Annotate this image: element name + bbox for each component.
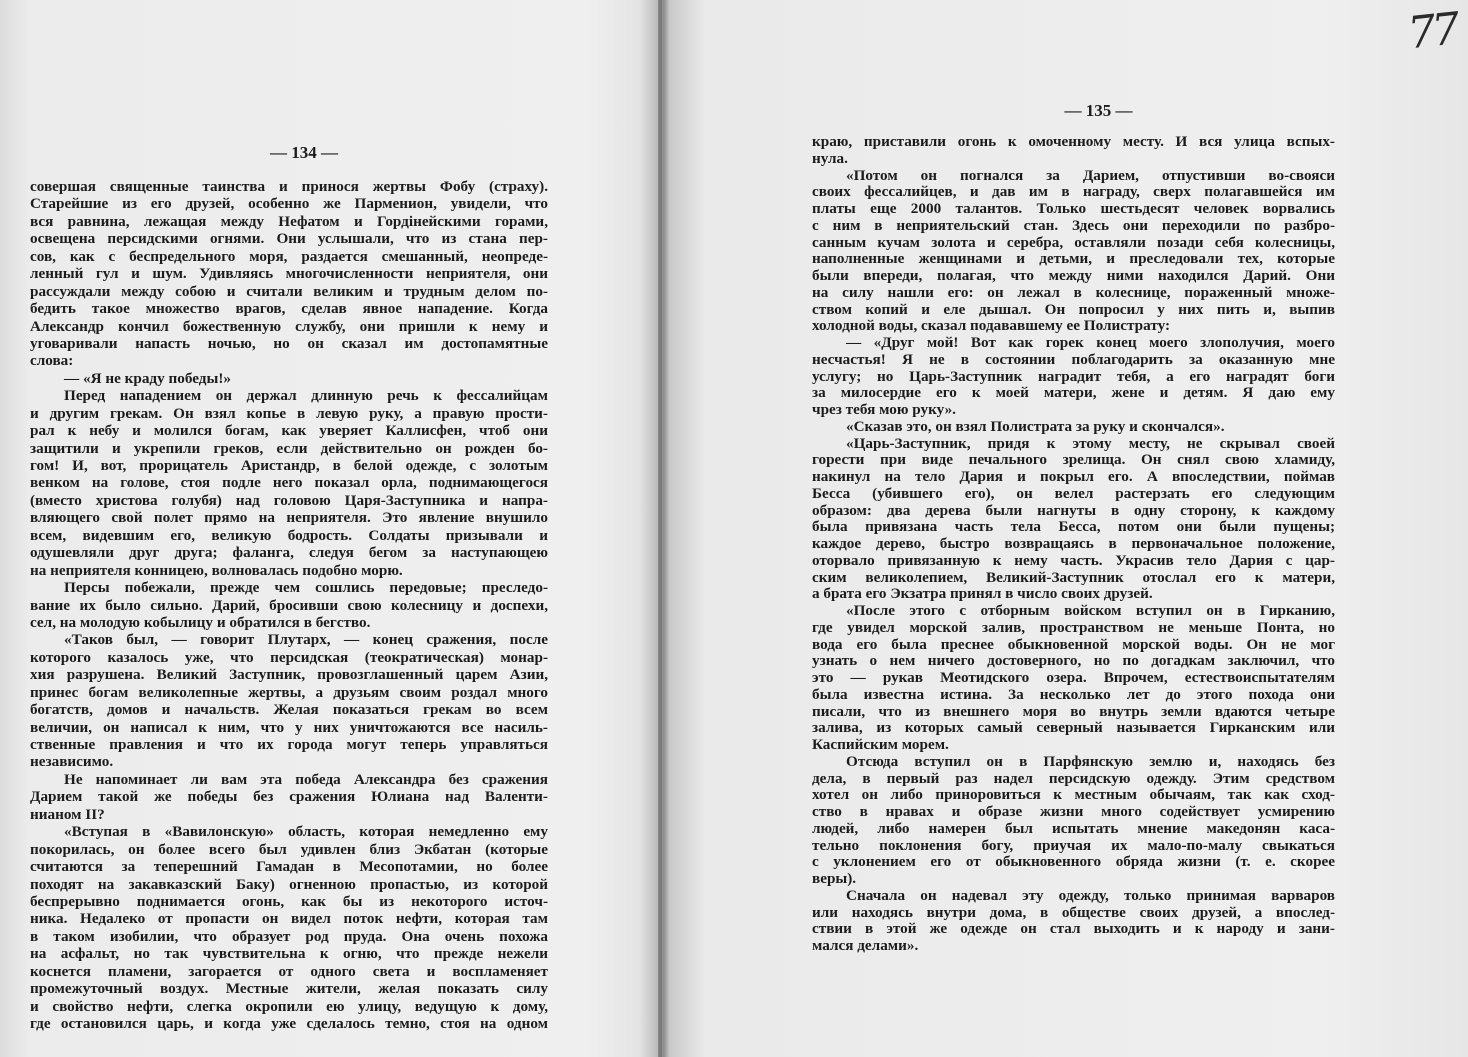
text-line: «Царь-Заступник, придя к этому месту, не скрывал своей — [846, 434, 1335, 452]
text-line: (вместо христова голубя) над головою Царя-Заступника и напра- — [30, 491, 548, 509]
text-line: была известна истина. За несколько лет до этого похода они — [812, 685, 1335, 703]
text-line: Александр кончил божественную службу, они пришли к нему и — [30, 317, 548, 335]
page-number: — 135 — — [1064, 101, 1133, 120]
handwritten-folio-number: 77 — [1405, 3, 1459, 60]
text-line: нианом II? — [30, 805, 105, 823]
text-line: или находясь внутри дома, в обществе своих друзей, а впослед- — [812, 903, 1335, 921]
text-line: уговаривали напасть ночью, но он сказал им достопамятные — [30, 334, 548, 352]
text-line: на асфальт, но так чувствительна к огню, что прежде нежели — [30, 945, 548, 963]
text-line: были впереди, полагая, что между ними находился Дарий. Они — [812, 267, 1335, 284]
text-line: освещена персидскими огнями. Они услышали, что из стана пер- — [30, 230, 548, 248]
text-line: мался делами». — [812, 937, 919, 954]
text-line: людей, либо намерен был испытать мнение македонян каса- — [812, 819, 1335, 837]
paragraph — [812, 419, 1335, 436]
text-line: услугу; но Царь-Заступник наградит тебя, а его наградят боги — [812, 367, 1335, 385]
text-line: краю, приставили огонь к омоченному месту. И вся улица вспых- — [812, 133, 1335, 150]
text-line: Персы побежали, прежде чем сошлись передовые; преследо- — [64, 579, 548, 597]
text-line: считаются за теперешний Гамадан в Месопотамии, но более — [30, 858, 548, 876]
paragraph — [30, 370, 548, 387]
text-line: на неприятеля конницею, волновалась подобно морю. — [30, 561, 403, 579]
text-line: независимо. — [30, 753, 114, 771]
paragraph — [812, 436, 1335, 604]
paragraph — [30, 631, 548, 771]
text-line: вляющего свой полет прямо на неприятеля. Это явление внушило — [30, 509, 548, 527]
text-line: за милосердие его к моей матери, жене и детям. Я даю ему — [812, 384, 1335, 402]
text-line: Бесса (убившего его), он велел растерзать его следующим — [812, 484, 1335, 502]
text-line: узнать о нем ничего достоверного, но по догадкам заключил, что — [812, 652, 1335, 670]
text-line: «После этого с отборным войском вступил он в Гирканию, — [846, 602, 1335, 619]
text-line: рал к небу и молился богам, как уверяет Каллисфен, чтоб они — [30, 422, 548, 440]
text-line: которого казалось уже, что персидская (теократическая) монар- — [30, 648, 548, 666]
text-line: оторвало привязанную к нему часть. Украсив тело Дария с цар- — [812, 551, 1335, 569]
text-line: нула. — [812, 149, 848, 167]
text-line: «Потом он погнался за Дарием, отпустивши во-свояси — [846, 166, 1335, 184]
text-line: защитили и укрепили греков, если действительно он рожден бо- — [30, 439, 548, 457]
text-line: рассуждали между собою и считали великим и трудным делом по- — [30, 282, 548, 300]
text-line: хия разрушена. Великий Заступник, провозглашенный царем Азии, — [30, 666, 548, 684]
paragraph — [812, 603, 1335, 754]
text-line: ским великолепием, Великий-Заступник отослал его к матери, — [812, 568, 1335, 586]
text-line: сов, как с беспредельного моря, раздается смешанный, неопреде- — [30, 247, 548, 265]
text-line: бедить такое множество врагов, сделав явное нападение. Когда — [30, 300, 548, 318]
text-line: санным кучам золота и серебра, оставляли позади себя колесницы, — [812, 233, 1335, 251]
text-line: чрез тебя мою руку». — [812, 401, 956, 418]
text-line: ника. Недалеко от пропасти он видел поток нефти, которая там — [30, 910, 548, 928]
text-line: сел, на молодую кобылицу и обратился в бегство. — [30, 613, 371, 631]
paragraph — [30, 178, 548, 370]
text-line: Отсюда вступил он в Парфянскую землю и, находясь без — [846, 752, 1335, 770]
paragraph — [30, 387, 548, 579]
text-line: дела, в первый раз надел персидскую одежду. Этим средством — [812, 769, 1335, 787]
paragraph — [812, 335, 1335, 419]
text-line: «Вступая в «Вавилонскую» область, которая немедленно ему — [64, 823, 548, 841]
page-body — [30, 178, 548, 1032]
text-line: «Сказав это, он взял Полистрата за руку и скончался». — [846, 417, 1225, 435]
text-line: — «Я не краду победы!» — [64, 369, 231, 387]
text-line: наполненные женщинами и детьми, и преследовали тех, которые — [812, 250, 1335, 268]
text-line: покорилась, он более всего был удивлен близ Экбатан (которые — [30, 840, 548, 858]
text-line: вся равнина, лежащая между Нефатом и Гордінейскими горами, — [30, 212, 548, 230]
text-line: накинул на тело Дария и покрыл его. А впоследствии, поймав — [812, 468, 1335, 485]
text-line: была привязана часть тела Бесса, потом они были пущены; — [812, 518, 1335, 536]
text-line: на силу нашли его: он лежал в колеснице, пораженный множе- — [812, 283, 1335, 301]
text-line: Старейшие из его друзей, особенно же Парменион, увидели, что — [30, 195, 548, 213]
text-line: вода его была преснее обыкновенной морской воды. Он не мог — [812, 635, 1335, 653]
text-line: это — рукав Меотидского озера. Впрочем, естествоиспытателям — [812, 669, 1335, 686]
text-line: Не напоминает ли вам эта победа Александра без сражения — [64, 770, 548, 788]
text-line: горести при виде печального зрелища. Он снял свою хламиду, — [812, 451, 1335, 469]
text-line: беспрерывно поднимается огонь, как бы из некоторого источ- — [30, 892, 548, 910]
text-line: залива, из которых самый северный называется Гирканским или — [812, 719, 1335, 737]
text-line: коснется пламени, загорается от одного света и воспламеняет — [30, 962, 548, 980]
text-line: вание их было сильно. Дарий, бросивши свою колесницу и доспехи, — [30, 596, 548, 614]
text-line: и другим грекам. Он взял копье в левую руку, а правую прости- — [30, 404, 548, 422]
text-line: платы еще 2000 талантов. Только шестьдесят человек ворвались — [812, 200, 1335, 217]
text-line: веры). — [812, 870, 857, 887]
paragraph — [812, 134, 1335, 168]
text-line: и свойство нефти, слегка окропили ею улицу, ведущую к дому, — [30, 997, 548, 1015]
text-line: хотел он либо приноровиться к местным обычаям, так как сход- — [812, 786, 1335, 804]
text-line: с уклонением его от обыкновенного обряда жизни (т. е. скорее — [812, 853, 1335, 871]
text-line: походят на закавказский Баку) огненною пропастью, из которой — [30, 875, 548, 893]
text-line: с ним в неприятельский стан. Здесь они переходили по разбро- — [812, 216, 1335, 234]
text-line: промежуточный воздух. Местные жители, желая показать силу — [30, 980, 548, 998]
text-line: Перед нападением он держал длинную речь к фессалийцам — [64, 387, 548, 405]
text-line: всем, видевшим его, великую бодрость. Солдаты призывали и — [30, 526, 548, 544]
text-line: ленный гул и шум. Удивляясь многочисленности неприятеля, они — [30, 265, 548, 283]
page-number: — 134 — — [270, 143, 338, 162]
text-line: где увидел морской залив, пространством не меньше Понта, но — [812, 618, 1335, 636]
text-line: слова: — [30, 352, 74, 370]
text-line: одушевляли друг друга; фаланга, следуя бегом за наступающею — [30, 544, 548, 562]
right-page — [812, 98, 1335, 955]
text-line: в таком изобилии, что образует род пруда. Она очень похожа — [30, 927, 548, 945]
text-line: богатств, домов и начальств. Желая показаться грекам во всем — [30, 701, 548, 719]
text-line: холодной воды, сказал подававшему ее Полистрату: — [812, 317, 1171, 335]
text-line: венком на голове, стоя подле него показал орла, поднимающегося — [30, 474, 548, 492]
text-line: образом: два дерева были нагнуты в одну сторону, к каждому — [812, 501, 1335, 519]
text-line: Каспийским морем. — [812, 736, 949, 753]
book-gutter — [658, 0, 662, 1057]
text-line: ством копий и еле дышал. Он попросил у них пить и, выпив — [812, 300, 1335, 318]
paragraph — [812, 168, 1335, 336]
paragraph — [812, 754, 1335, 888]
paragraph — [30, 823, 548, 1032]
text-line: принес богам великолепные жертвы, а друзьям своим роздал много — [30, 683, 548, 701]
text-line: несчастья! Я не в состоянии поблагодарить за оказанную мне — [812, 350, 1335, 368]
text-line: Дарием такой же победы без сражения Юлиана над Валенти- — [30, 788, 548, 806]
page-body — [812, 134, 1335, 955]
text-line: — «Друг мой! Вот как горек конец моего злополучия, моего — [846, 334, 1335, 351]
text-line: писали, что из внешнего моря во внутрь земли вдаются четыре — [812, 702, 1335, 720]
text-line: совершая священные таинства и принося жертвы Фобу (страху). — [30, 178, 548, 195]
text-line: ство в нравах и образе жизни много содействует усмирению — [812, 803, 1335, 820]
text-line: тельно поклонения богу, приучая их мало-по-малу свыкаться — [812, 836, 1335, 854]
text-line: ствии в этой же одежде он стал выходить и к народу и зани- — [812, 920, 1335, 938]
text-line: где остановился царь, и когда уже сделалось темно, стоя на одном — [30, 1015, 548, 1032]
paragraph — [30, 771, 548, 823]
text-line: каждое дерево, быстро возвращаясь в первоначальное положение, — [812, 535, 1335, 552]
text-line: гом! И, вот, прорицатель Аристандр, в белой одежде, с золотым — [30, 457, 548, 474]
left-page — [30, 140, 548, 1032]
text-line: а брата его Экзатра принял в число своих друзей. — [812, 585, 1153, 603]
text-line: величии, он написал к ним, что у них уничтожаются все насиль- — [30, 718, 548, 736]
text-line: «Таков был, — говорит Плутарх, — конец сражения, после — [64, 631, 548, 649]
paragraph — [812, 888, 1335, 955]
paragraph — [30, 579, 548, 631]
text-line: своих фессалийцев, и дав им в награду, сверх полагавшейся им — [812, 183, 1335, 201]
text-line: Сначала он надевал эту одежду, только принимая варваров — [846, 886, 1335, 904]
text-line: ственные правления и что их города могут теперь управляться — [30, 736, 548, 753]
